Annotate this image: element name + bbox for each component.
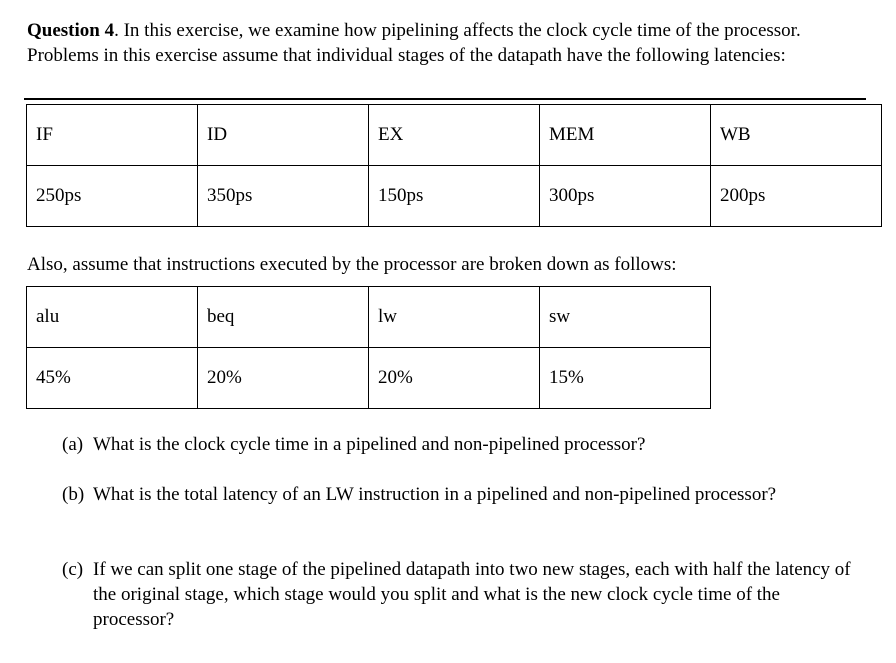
question-part-label: (b)	[62, 484, 85, 505]
table-row	[27, 166, 882, 227]
value-cell-lw: 20%	[369, 348, 540, 409]
value-cell-beq: 20%	[198, 348, 369, 409]
question-label: Question 4	[27, 20, 115, 41]
question-part-label: (c)	[62, 559, 84, 580]
instruction-mix-intro: Also, assume that instructions executed by the processor are broken down as follows:	[27, 254, 677, 275]
value-cell-wb: 200ps	[711, 166, 882, 227]
question-intro-text: . In this exercise, we examine how pipelining affects the clock cycle time of the processor. Problems in this exercise assume that individual stages of the datapath have the following latencies:	[27, 20, 801, 66]
question-part-a	[62, 432, 852, 457]
table-header-row	[27, 105, 882, 166]
instruction-mix-table	[26, 286, 711, 409]
header-cell-id: ID	[198, 105, 369, 166]
question-part-b	[62, 482, 852, 507]
section-divider	[24, 98, 866, 100]
value-cell-ex: 150ps	[369, 166, 540, 227]
table-header-row	[27, 287, 711, 348]
question-intro	[27, 18, 862, 68]
question-part-c	[62, 557, 852, 632]
value-cell-sw: 15%	[540, 348, 711, 409]
value-cell-mem: 300ps	[540, 166, 711, 227]
stage-latency-table	[26, 104, 882, 227]
question-part-text: If we can split one stage of the pipelined datapath into two new stages, each with half the latency of the original stage, which stage would you split and what is the new clock cycle time of the processor?	[93, 559, 851, 630]
header-cell-sw: sw	[540, 287, 711, 348]
header-cell-mem: MEM	[540, 105, 711, 166]
question-part-text: What is the total latency of an LW instruction in a pipelined and non-pipelined processor?	[93, 484, 777, 505]
header-cell-if: IF	[27, 105, 198, 166]
value-cell-alu: 45%	[27, 348, 198, 409]
header-cell-alu: alu	[27, 287, 198, 348]
header-cell-wb: WB	[711, 105, 882, 166]
header-cell-beq: beq	[198, 287, 369, 348]
question-part-label: (a)	[62, 434, 84, 455]
table-row	[27, 348, 711, 409]
value-cell-id: 350ps	[198, 166, 369, 227]
value-cell-if: 250ps	[27, 166, 198, 227]
header-cell-lw: lw	[369, 287, 540, 348]
header-cell-ex: EX	[369, 105, 540, 166]
question-part-text: What is the clock cycle time in a pipelined and non-pipelined processor?	[93, 434, 646, 455]
